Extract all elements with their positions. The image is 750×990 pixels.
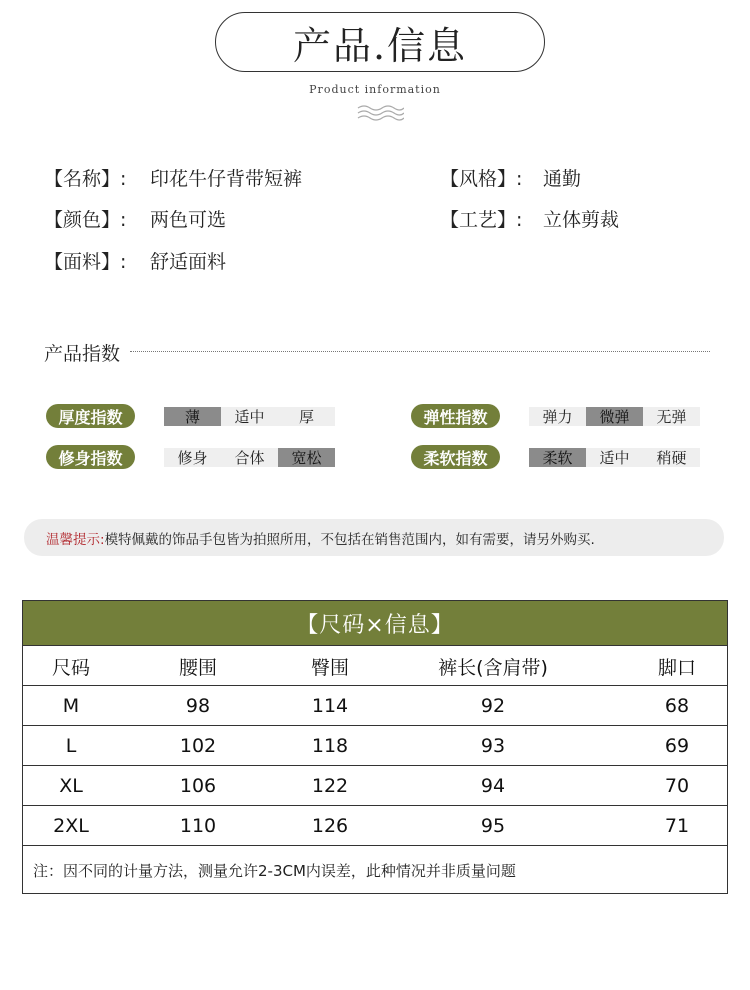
table-cell: 106 (179, 775, 217, 797)
table-cell: 71 (664, 815, 690, 837)
thickness-option: 厚 (278, 407, 335, 426)
elasticity-scale (529, 407, 700, 426)
table-cell: 69 (664, 735, 690, 757)
style-label: 【风格】: (440, 168, 523, 190)
fit-scale (164, 448, 335, 467)
elasticity-option: 无弹 (643, 407, 700, 426)
elasticity-option: 微弹 (586, 407, 643, 426)
size-table-title: 【尺码×信息】 (23, 601, 727, 645)
softness-option: 适中 (586, 448, 643, 467)
table-cell: 114 (311, 695, 349, 717)
table-header-cell: 裤长(含肩带) (438, 656, 548, 679)
fit-option: 宽松 (278, 448, 335, 467)
craft-label: 【工艺】: (440, 209, 523, 231)
table-row (23, 805, 727, 845)
elasticity-index-badge: 弹性指数 (411, 404, 500, 428)
table-cell: 92 (480, 695, 506, 717)
page-subtitle: Product information (309, 83, 441, 96)
size-table (22, 600, 728, 894)
table-row (23, 765, 727, 805)
style-value: 通勤 (543, 168, 582, 190)
table-cell: 94 (480, 775, 506, 797)
thickness-option: 适中 (221, 407, 278, 426)
table-header-cell: 尺码 (51, 656, 90, 679)
dotted-divider (130, 351, 710, 352)
name-value: 印花牛仔背带短裤 (150, 168, 303, 190)
color-label: 【颜色】: (44, 209, 127, 231)
index-section-title: 产品指数 (44, 343, 121, 365)
wave-icon (356, 104, 404, 122)
table-cell: M (62, 695, 80, 717)
table-header-cell: 脚口 (657, 656, 696, 679)
table-cell: 68 (664, 695, 690, 717)
table-header-cell: 臀围 (310, 656, 349, 679)
name-label: 【名称】: (44, 168, 127, 190)
thickness-index-badge: 厚度指数 (46, 404, 135, 428)
thickness-option: 薄 (164, 407, 221, 426)
table-cell: 93 (480, 735, 506, 757)
fit-option: 修身 (164, 448, 221, 467)
softness-option: 柔软 (529, 448, 586, 467)
table-cell: 70 (664, 775, 690, 797)
table-header-cell: 腰围 (178, 656, 217, 679)
softness-option: 稍硬 (643, 448, 700, 467)
table-row (23, 725, 727, 765)
color-value: 两色可选 (150, 209, 227, 231)
table-cell: 95 (480, 815, 506, 837)
table-cell: 110 (179, 815, 217, 837)
tip-banner (24, 519, 724, 556)
fabric-label: 【面料】: (44, 251, 127, 273)
table-cell: 126 (311, 815, 349, 837)
fit-option: 合体 (221, 448, 278, 467)
craft-value: 立体剪裁 (543, 209, 620, 231)
table-cell: XL (59, 775, 83, 797)
tip-label: 温馨提示: (46, 531, 105, 548)
table-note: 注：因不同的计量方法，测量允许2-3CM内误差，此种情况并非质量问题 (23, 845, 727, 894)
thickness-scale (164, 407, 335, 426)
table-cell: 2XL (53, 815, 89, 837)
table-cell: L (65, 735, 77, 757)
fabric-value: 舒适面料 (150, 251, 227, 273)
table-cell: 102 (179, 735, 217, 757)
elasticity-option: 弹力 (529, 407, 586, 426)
table-header-row (23, 645, 727, 685)
table-cell: 122 (311, 775, 349, 797)
table-row (23, 685, 727, 725)
page-title: 产品.信息 (215, 12, 545, 72)
table-cell: 98 (185, 695, 211, 717)
softness-index-badge: 柔软指数 (411, 445, 500, 469)
fit-index-badge: 修身指数 (46, 445, 135, 469)
softness-scale (529, 448, 700, 467)
table-cell: 118 (311, 735, 349, 757)
tip-text: 模特佩戴的饰品手包皆为拍照所用，不包括在销售范围内，如有需要，请另外购买. (104, 531, 595, 548)
